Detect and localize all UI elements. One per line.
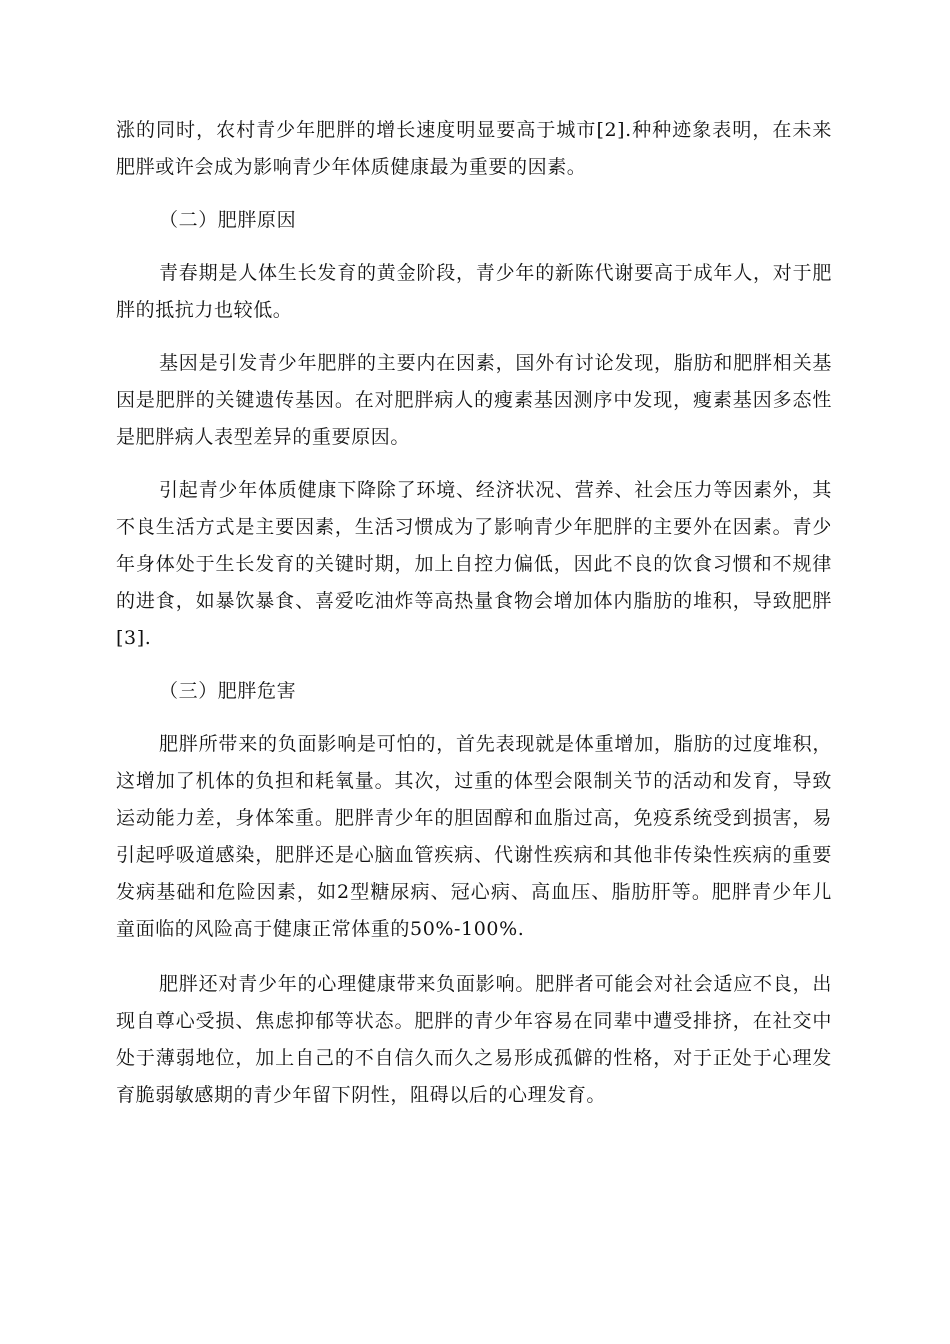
paragraph-continuation: 涨的同时，农村青少年肥胖的增长速度明显要高于城市[2].种种迹象表明，在未来肥胖或许会成为影响青少年体质健康最为重要的因素。 (116, 119, 832, 178)
section-heading-obesity-causes: （二）肥胖原因 (159, 209, 297, 231)
section-heading-obesity-harm: （三）肥胖危害 (159, 680, 297, 702)
paragraph-psychological-harm: 肥胖还对青少年的心理健康带来负面影响。肥胖者可能会对社会适应不良，出现自尊心受损、焦虑抑郁等状态。肥胖的青少年容易在同辈中遭受排挤，在社交中处于薄弱地位，加上自己的不自信久而久之易形成孤僻的性格，对于正处于心理发育脆弱敏感期的青少年留下阴性，阻碍以后的心理发育。 (116, 973, 832, 1106)
document-body (116, 112, 832, 1114)
paragraph-genetic-factors: 基因是引发青少年肥胖的主要内在因素，国外有讨论发现，脂肪和肥胖相关基因是肥胖的关键遗传基因。在对肥胖病人的瘦素基因测序中发现，瘦素基因多态性是肥胖病人表型差异的重要原因。 (116, 352, 832, 448)
paragraph-physical-harm: 肥胖所带来的负面影响是可怕的，首先表现就是体重增加，脂肪的过度堆积，这增加了机体的负担和耗氧量。其次，过重的体型会限制关节的活动和发育，导致运动能力差，身体笨重。肥胖青少年的胆固醇和血脂过高，免疫系统受到损害，易引起呼吸道感染，肥胖还是心脑血管疾病、代谢性疾病和其他非传染性疾病的重要发病基础和危险因素，如2型糖尿病、冠心病、高血压、脂肪肝等。肥胖青少年儿童面临的风险高于健康正常体重的50%-100%. (116, 733, 832, 940)
paragraph-puberty: 青春期是人体生长发育的黄金阶段，青少年的新陈代谢要高于成年人，对于肥胖的抵抗力也较低。 (116, 262, 832, 321)
paragraph-lifestyle-factors: 引起青少年体质健康下降除了环境、经济状况、营养、社会压力等因素外，其不良生活方式是主要因素，生活习惯成为了影响青少年肥胖的主要外在因素。青少年身体处于生长发育的关键时期，加上自控力偏低，因此不良的饮食习惯和不规律的进食，如暴饮暴食、喜爱吃油炸等高热量食物会增加体内脂肪的堆积，导致肥胖[3]. (116, 479, 832, 649)
